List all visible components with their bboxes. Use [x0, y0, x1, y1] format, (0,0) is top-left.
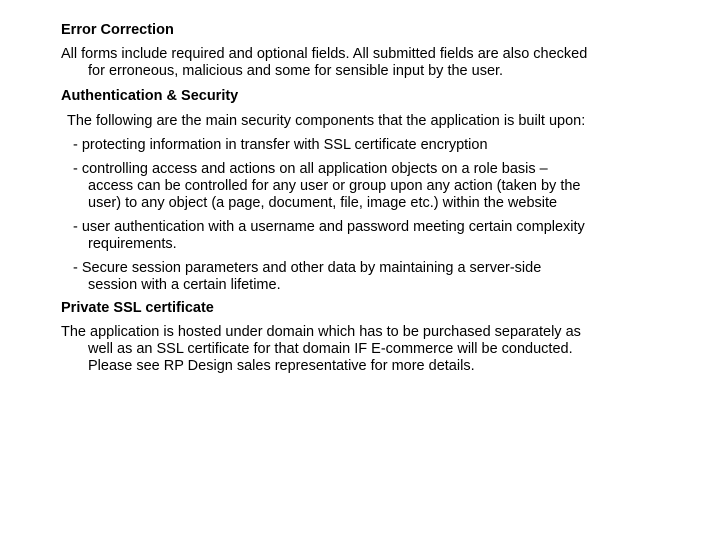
bullet-line: - protecting information in transfer with SSL certificate encryption	[73, 137, 488, 153]
security-intro-text: The following are the main security components that the application is built upon:	[67, 113, 586, 129]
bullet-role-access-control	[73, 161, 581, 212]
paragraph-line: well as an SSL certificate for that domain IF E-commerce will be conducted.	[88, 341, 573, 357]
bullet-secure-session	[73, 260, 541, 294]
heading-error-correction: Error Correction	[61, 22, 174, 38]
bullet-user-authentication	[73, 219, 585, 253]
ssl-certificate-paragraph	[61, 324, 581, 375]
heading-authentication-security: Authentication & Security	[61, 88, 239, 104]
heading-private-ssl-certificate: Private SSL certificate	[61, 300, 214, 316]
paragraph-line: Please see RP Design sales representative for more details.	[88, 358, 475, 374]
bullet-line: - user authentication with a username and password meeting certain complexity	[73, 219, 585, 235]
paragraph-line: for erroneous, malicious and some for sensible input by the user.	[88, 63, 504, 79]
bullet-line: - Secure session parameters and other data by maintaining a server-side	[73, 260, 542, 276]
paragraph-line: All forms include required and optional fields. All submitted fields are also checked	[61, 46, 588, 62]
bullet-line: session with a certain lifetime.	[88, 277, 281, 293]
error-correction-paragraph	[61, 46, 587, 80]
bullet-line: - controlling access and actions on all application objects on a role basis –	[73, 161, 548, 177]
bullet-line: requirements.	[88, 236, 177, 252]
paragraph-line: The application is hosted under domain which has to be purchased separately as	[61, 324, 581, 340]
bullet-ssl-encryption	[73, 137, 488, 154]
bullet-line: user) to any object (a page, document, file, image etc.) within the website	[88, 195, 558, 211]
bullet-line: access can be controlled for any user or group upon any action (taken by the	[88, 178, 581, 194]
